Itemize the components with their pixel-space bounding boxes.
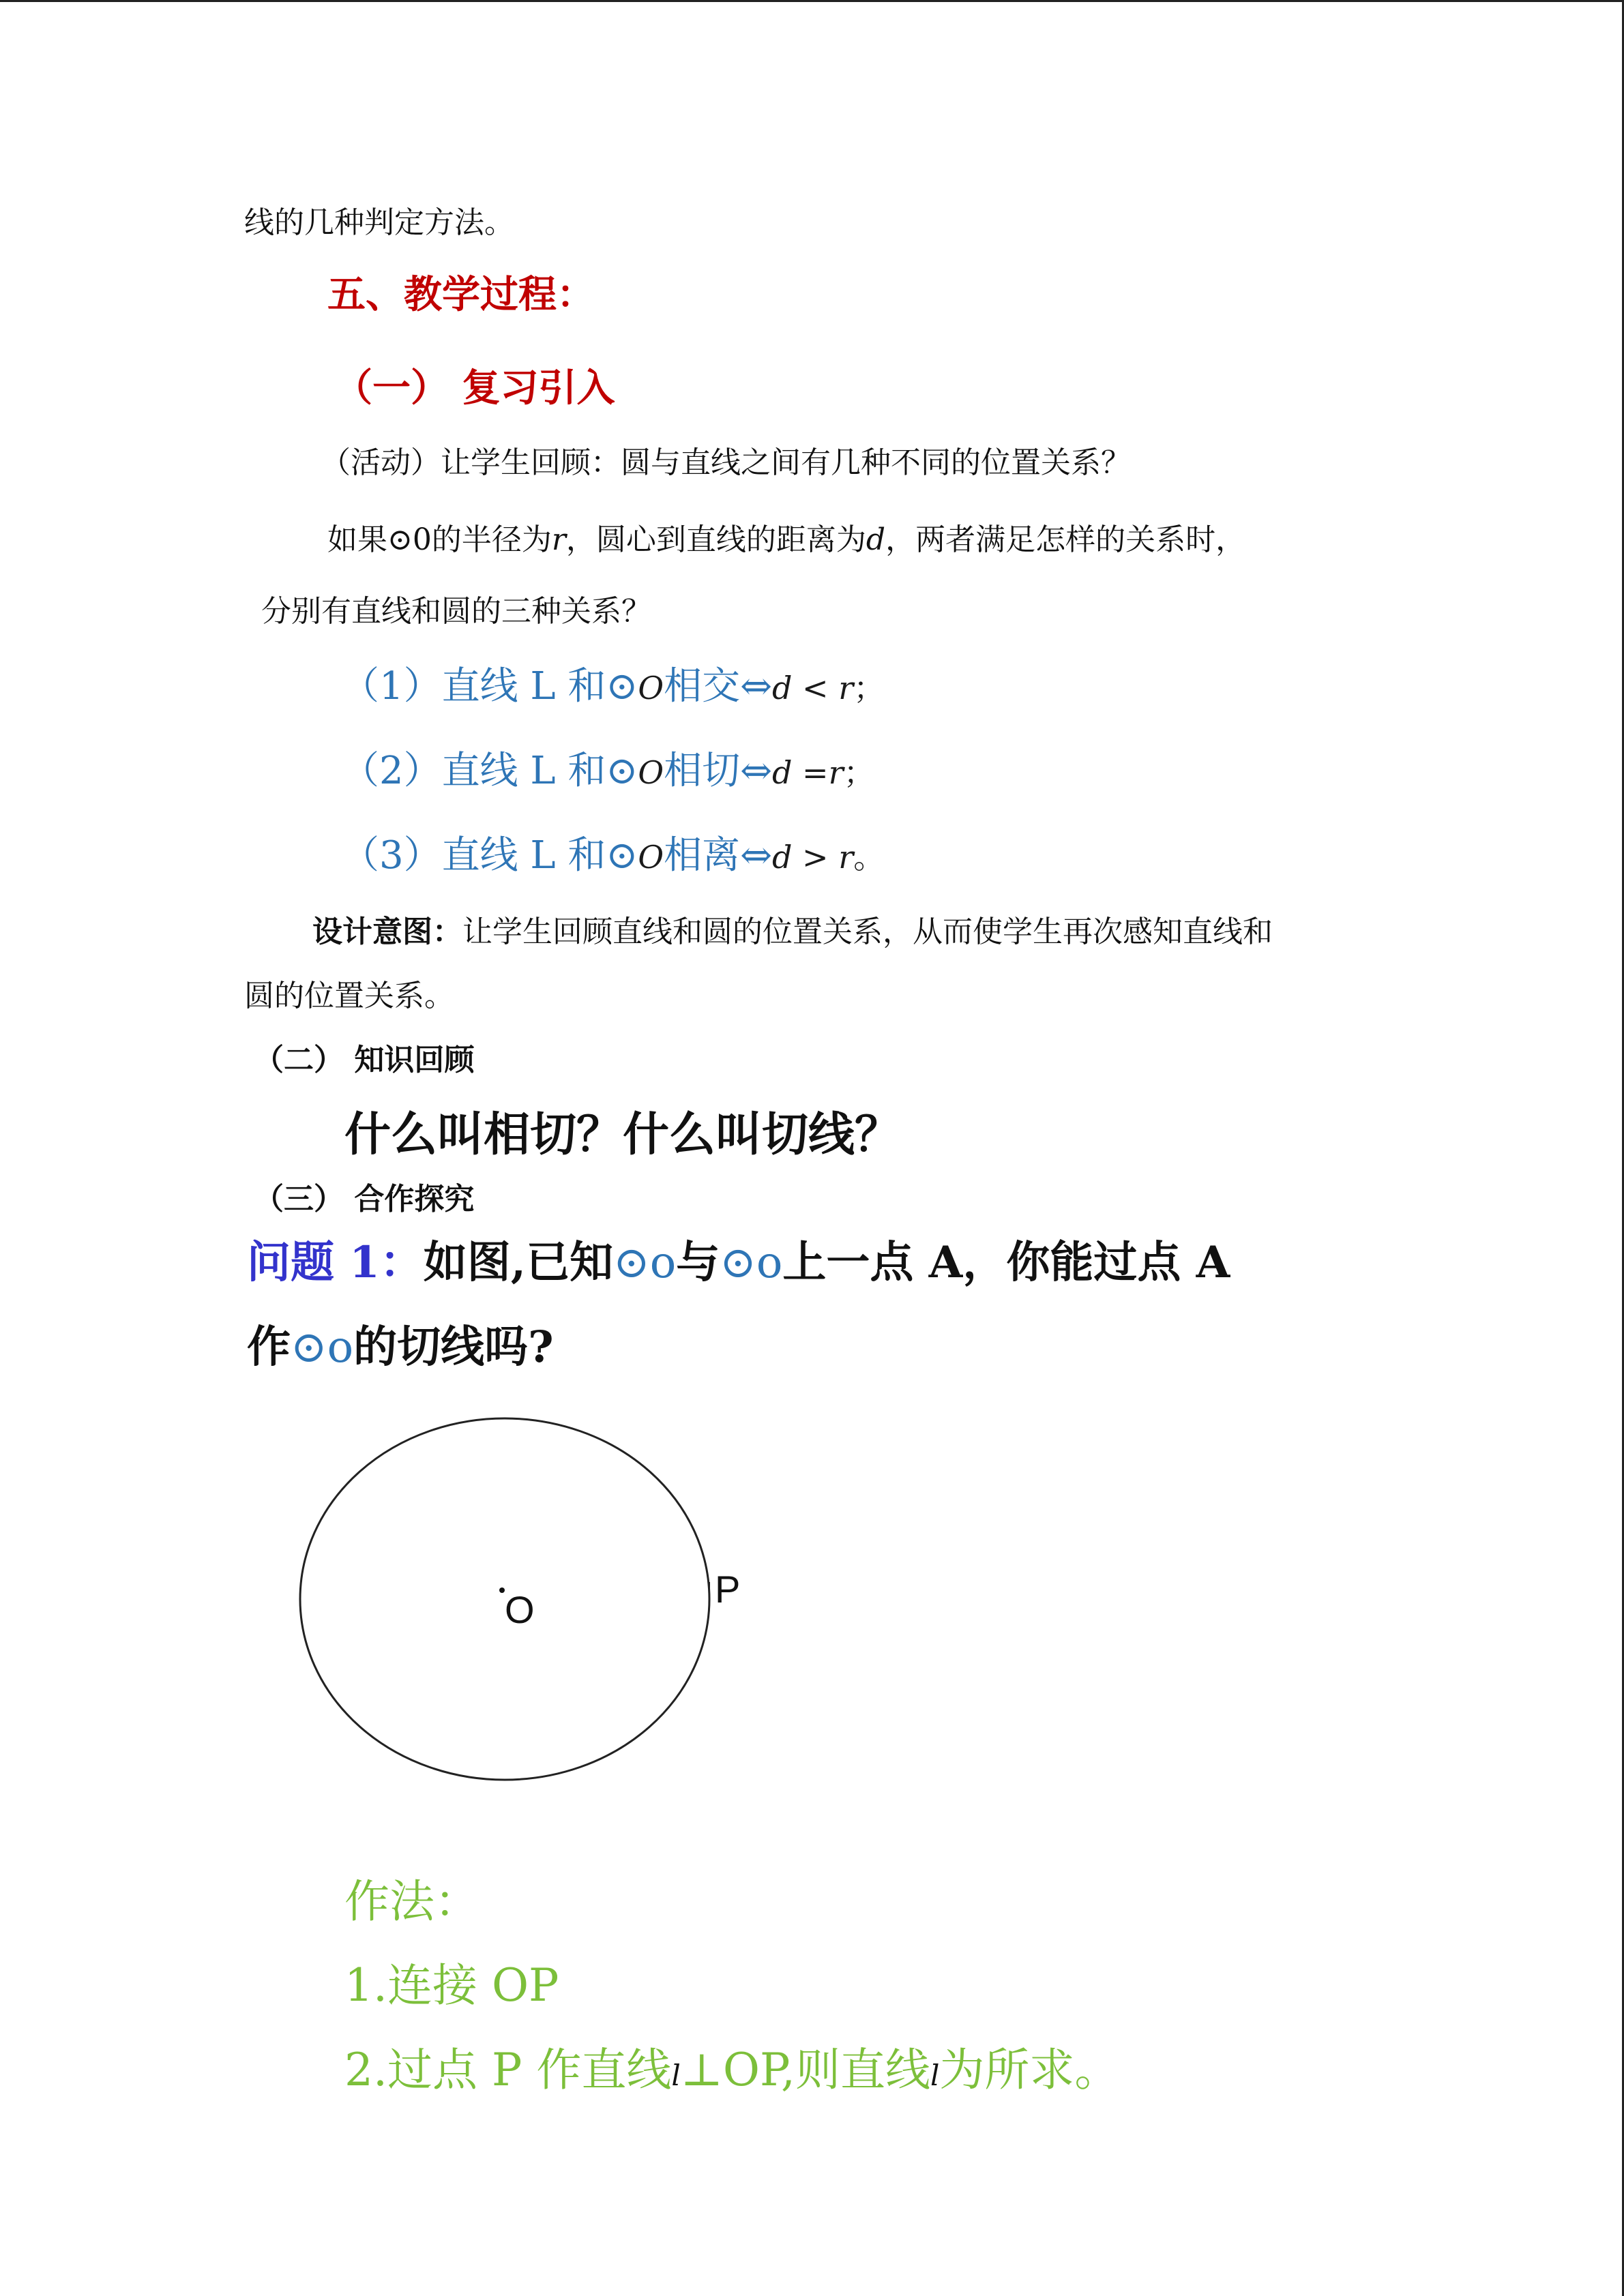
circle-figure xyxy=(286,1412,764,1793)
section-heading-teaching-process: 五、教学过程： xyxy=(327,272,595,317)
problem-text: 与 xyxy=(676,1237,720,1288)
question-text-b: ，圆心到直线的距离为 xyxy=(565,522,866,557)
relation-prefix: （1）直线 L 和⊙ xyxy=(341,664,638,709)
method-step-2 xyxy=(344,2033,1119,2098)
line-l-symbol: l xyxy=(930,2059,940,2092)
problem-line-1 xyxy=(247,1227,1230,1290)
activity-text: （活动）让学生回顾：圆与直线之间有几种不同的位置关系？ xyxy=(321,445,1131,480)
r-symbol: r xyxy=(828,754,844,791)
question-text-a: 如果⊙0的半径为 xyxy=(327,522,552,557)
relation-name: 相切⇔ xyxy=(664,749,772,793)
circle-o-symbol: O xyxy=(638,670,664,706)
operator: > xyxy=(792,839,839,876)
line-l-symbol: l xyxy=(671,2059,681,2092)
punctuation: ； xyxy=(853,670,885,706)
problem-text: 如图,已知 xyxy=(423,1237,614,1288)
subsection-heading-cooperation: （三） 合作探究 xyxy=(254,1182,475,1217)
question-text-c: ，两者满足怎样的关系时， xyxy=(885,522,1246,557)
r-symbol: r xyxy=(838,839,854,876)
problem-text: 上一点 A，你能过点 A xyxy=(782,1237,1230,1288)
circle-o-symbol: O xyxy=(638,839,664,876)
problem-line-2 xyxy=(247,1312,554,1375)
distance-symbol: d xyxy=(866,522,886,557)
design-intent-line-2: 圆的位置关系。 xyxy=(244,979,454,1013)
point-p-label: P xyxy=(715,1568,741,1611)
subsection-heading-review: （一） 复习引入 xyxy=(334,366,615,411)
question-line-2: 分别有直线和圆的三种关系？ xyxy=(261,594,651,629)
circle-symbol: ⊙o xyxy=(291,1322,354,1373)
relation-prefix: （2）直线 L 和⊙ xyxy=(341,749,638,793)
operator: < xyxy=(792,670,839,706)
relation-name: 相离⇔ xyxy=(664,833,772,878)
radius-symbol: r xyxy=(551,522,566,557)
operator: = xyxy=(792,754,829,791)
relation-name: 相交⇔ xyxy=(664,664,772,709)
circle-symbol: ⊙o xyxy=(720,1238,783,1288)
center-point xyxy=(499,1587,505,1593)
d-symbol: d xyxy=(771,839,793,876)
circle-symbol: ⊙o xyxy=(613,1238,677,1288)
big-question: 什么叫相切？什么叫切线？ xyxy=(344,1107,902,1162)
question-line-1 xyxy=(327,515,1245,558)
design-intent-label: 设计意图： xyxy=(312,914,462,949)
method-step-1: 1.连接 OP xyxy=(344,1959,559,2012)
d-symbol: d xyxy=(771,754,793,791)
circle-o-symbol: O xyxy=(638,754,664,791)
punctuation: 。 xyxy=(853,839,885,876)
step-text: 为所求。 xyxy=(939,2044,1120,2096)
problem-label: 问题 1： xyxy=(247,1237,424,1288)
relation-separate xyxy=(341,825,885,880)
design-intent-text: 让学生回顾直线和圆的位置关系，从而使学生再次感知直线和 xyxy=(462,914,1273,949)
punctuation: ； xyxy=(843,754,875,791)
step-text: 2.过点 P 作直线 xyxy=(344,2044,672,2096)
r-symbol: r xyxy=(838,670,854,706)
paragraph-continuation: 线的几种判定方法。 xyxy=(244,205,514,240)
center-label: O xyxy=(505,1588,535,1631)
problem-text: 的切线吗? xyxy=(353,1322,554,1373)
design-intent-line-1 xyxy=(312,907,1273,951)
problem-text: 作 xyxy=(247,1322,291,1373)
subsection-heading-knowledge-review: （二） 知识回顾 xyxy=(254,1043,475,1077)
step-text: ⊥OP,则直线 xyxy=(680,2044,930,2096)
relation-intersect xyxy=(341,656,885,711)
page-top-border xyxy=(0,0,1624,2)
method-title: 作法： xyxy=(344,1875,479,1928)
relation-prefix: （3）直线 L 和⊙ xyxy=(341,833,638,878)
d-symbol: d xyxy=(771,670,793,706)
relation-tangent xyxy=(341,741,875,795)
